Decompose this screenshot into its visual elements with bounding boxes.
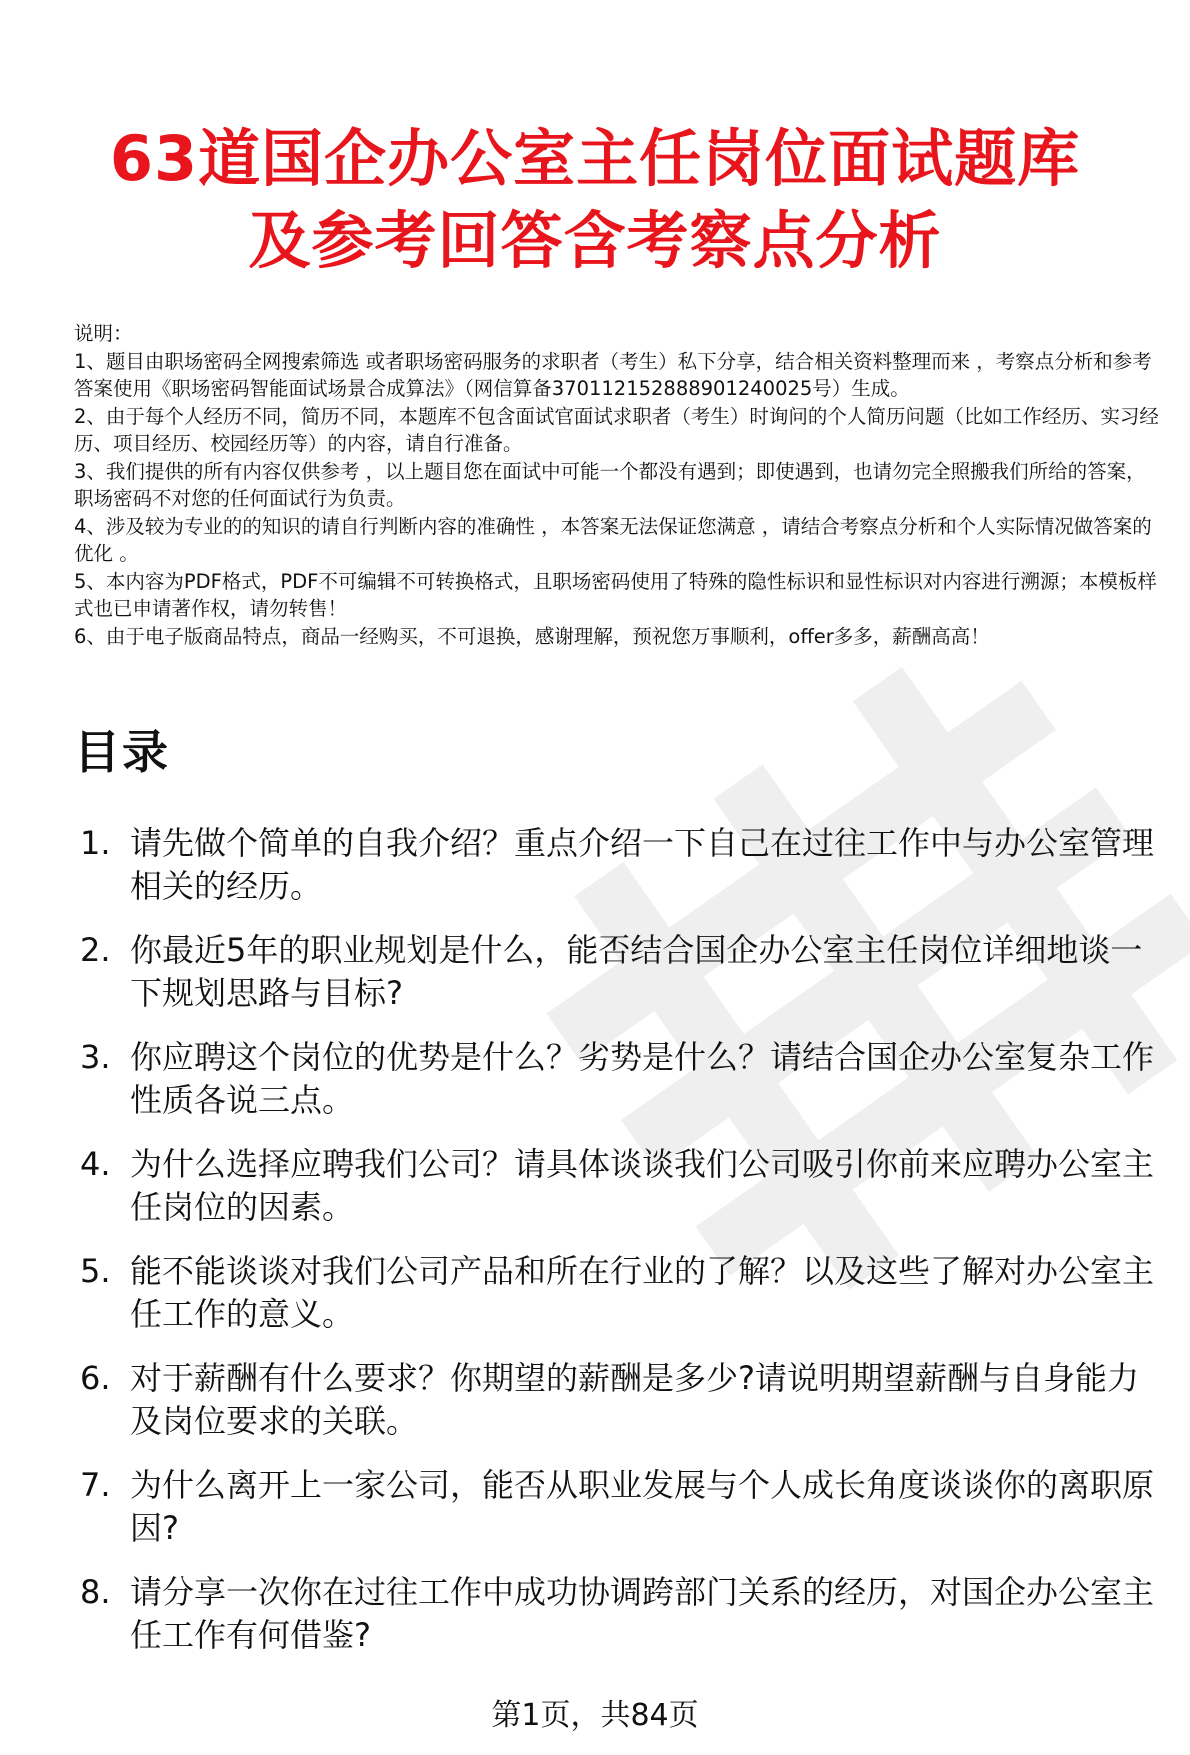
title-line-1: 63道国企办公室主任岗位面试题库 bbox=[109, 122, 1081, 195]
toc-item-number: 8. bbox=[80, 1573, 111, 1611]
toc-item-text: 为什么选择应聘我们公司？请具体谈谈我们公司吸引你前来应聘办公室主任岗位的因素。 bbox=[130, 1145, 1155, 1226]
toc-item-number: 2. bbox=[80, 931, 111, 969]
instruction-item: 4、涉及较为专业的的知识的请自行判断内容的准确性 ，本答案无法保证您满意 ，请结合考察点分析和个人实际情况做答案的优化 。 bbox=[74, 514, 1152, 565]
toc-item-number: 3. bbox=[80, 1038, 111, 1076]
instructions-label: 说明： bbox=[74, 322, 133, 345]
toc-list bbox=[74, 822, 1164, 1678]
toc-item[interactable] bbox=[74, 1464, 1164, 1550]
instruction-item: 2、由于每个人经历不同，简历不同，本题库不包含面试官面试求职者（考生）时询问的个人简历问题（比如工作经历、实习经历、项目经历、校园经历等）的内容，请自行准备。 bbox=[74, 404, 1159, 455]
toc-item-text: 你应聘这个岗位的优势是什么？劣势是什么？请结合国企办公室复杂工作性质各说三点。 bbox=[130, 1038, 1155, 1119]
toc-item-text: 请分享一次你在过往工作中成功协调跨部门关系的经历，对国企办公室主任工作有何借鉴? bbox=[130, 1573, 1155, 1654]
title-line-2: 及参考回答含考察点分析 bbox=[248, 204, 942, 277]
instruction-item: 5、本内容为PDF格式，PDF不可编辑不可转换格式，且职场密码使用了特殊的隐性标识和显性标识对内容进行溯源；本模板样式也已申请著作权，请勿转售！ bbox=[74, 569, 1157, 620]
toc-item[interactable] bbox=[74, 929, 1164, 1015]
toc-item[interactable] bbox=[74, 1143, 1164, 1229]
toc-item-number: 5. bbox=[80, 1252, 111, 1290]
toc-item[interactable] bbox=[74, 1571, 1164, 1657]
toc-item-number: 4. bbox=[80, 1145, 111, 1183]
instruction-item: 3、我们提供的所有内容仅供参考 ，以上题目您在面试中可能一个都没有遇到；即使遇到，也请勿完全照搬我们所给的答案，职场密码不对您的任何面试行为负责。 bbox=[74, 459, 1146, 510]
page-number: 第1页，共84页 bbox=[491, 1698, 699, 1733]
toc-item[interactable] bbox=[74, 1250, 1164, 1336]
instruction-item: 1、题目由职场密码全网搜索筛选 或者职场密码服务的求职者（考生）私下分享，结合相关资料整理而来 ，考察点分析和参考答案使用《职场密码智能面试场景合成算法》（网信算备370112152888901240025号）生成。 bbox=[74, 349, 1152, 400]
toc-item[interactable] bbox=[74, 822, 1164, 908]
toc-item-text: 你最近5年的职业规划是什么，能否结合国企办公室主任岗位详细地谈一下规划思路与目标? bbox=[130, 931, 1143, 1012]
toc-heading: 目录 bbox=[74, 725, 170, 779]
instructions-section bbox=[74, 320, 1159, 650]
toc-item-text: 请先做个简单的自我介绍？重点介绍一下自己在过往工作中与办公室管理相关的经历。 bbox=[130, 824, 1155, 905]
document-title bbox=[60, 118, 1130, 282]
toc-item-number: 7. bbox=[80, 1466, 111, 1504]
toc-item-text: 对于薪酬有什么要求？你期望的薪酬是多少?请说明期望薪酬与自身能力及岗位要求的关联。 bbox=[130, 1359, 1139, 1440]
toc-item[interactable] bbox=[74, 1357, 1164, 1443]
instruction-item: 6、由于电子版商品特点，商品一经购买，不可退换，感谢理解，预祝您万事顺利，offer多多，薪酬高高！ bbox=[74, 624, 990, 648]
toc-item-text: 为什么离开上一家公司，能否从职业发展与个人成长角度谈谈你的离职原因? bbox=[130, 1466, 1155, 1547]
toc-item-number: 6. bbox=[80, 1359, 111, 1397]
toc-item-text: 能不能谈谈对我们公司产品和所在行业的了解？以及这些了解对办公室主任工作的意义。 bbox=[130, 1252, 1155, 1333]
toc-item-number: 1. bbox=[80, 824, 111, 862]
toc-item[interactable] bbox=[74, 1036, 1164, 1122]
